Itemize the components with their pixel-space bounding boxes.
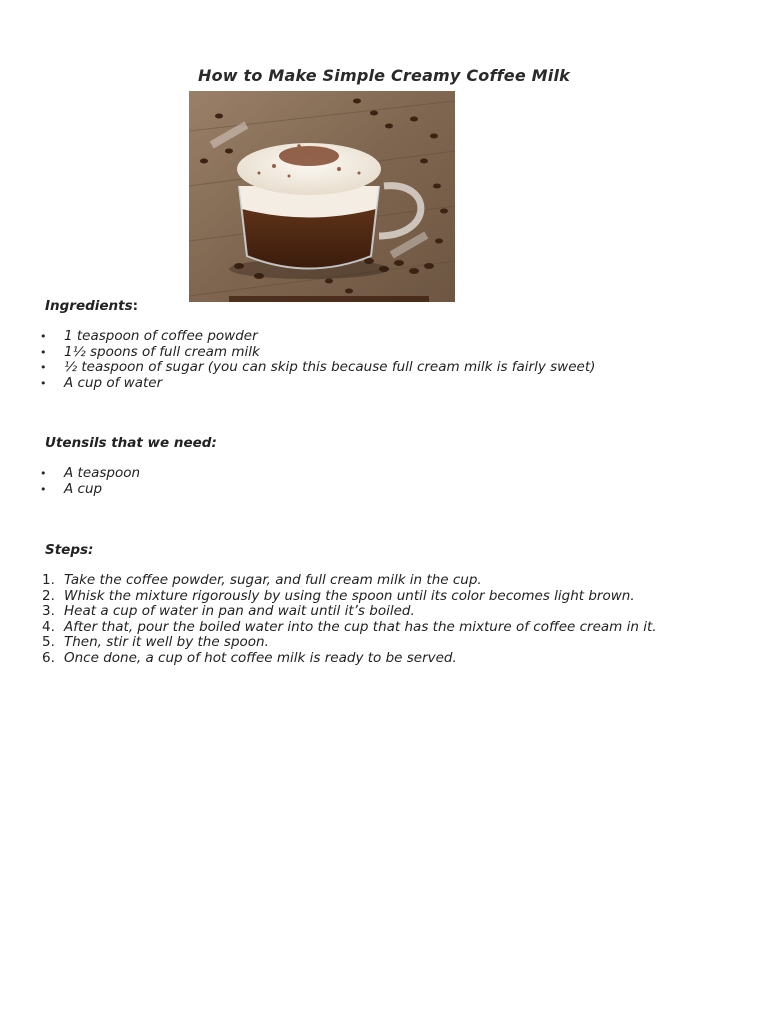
list-item: • A cup of water [40,374,163,391]
ingredients-heading: Ingredients: [45,298,139,314]
utensils-list [40,466,720,497]
utensils-heading: Utensils that we need: [45,435,217,451]
list-item: 4. After that, pour the boiled water into the cup that has the mixture of coffee cream in it. [42,618,657,635]
steps-heading: Steps: [45,542,94,558]
list-item: • 1½ spoons of full cream milk [40,343,260,360]
list-item: • ½ teaspoon of sugar (you can skip this because full cream milk is fairly sweet) [40,359,596,375]
list-item: • 1 teaspoon of coffee powder [40,328,258,344]
list-item: 5. Then, stir it well by the spoon. [42,634,269,650]
list-item: • A teaspoon [40,465,141,481]
ingredients-list [40,329,720,391]
list-item: 3. Heat a cup of water in pan and wait until it’s boiled. [42,603,415,619]
page-title: How to Make Simple Creamy Coffee Milk [197,66,570,85]
list-item: 2. Whisk the mixture rigorously by using the spoon until its color becomes light brown. [42,587,635,604]
coffee-cup-photo [189,91,455,302]
list-item: • A cup [40,480,103,497]
list-item: 1. Take the coffee powder, sugar, and full cream milk in the cup. [42,572,482,588]
steps-list [40,573,720,666]
list-item: 6. Once done, a cup of hot coffee milk is ready to be served. [42,649,457,666]
